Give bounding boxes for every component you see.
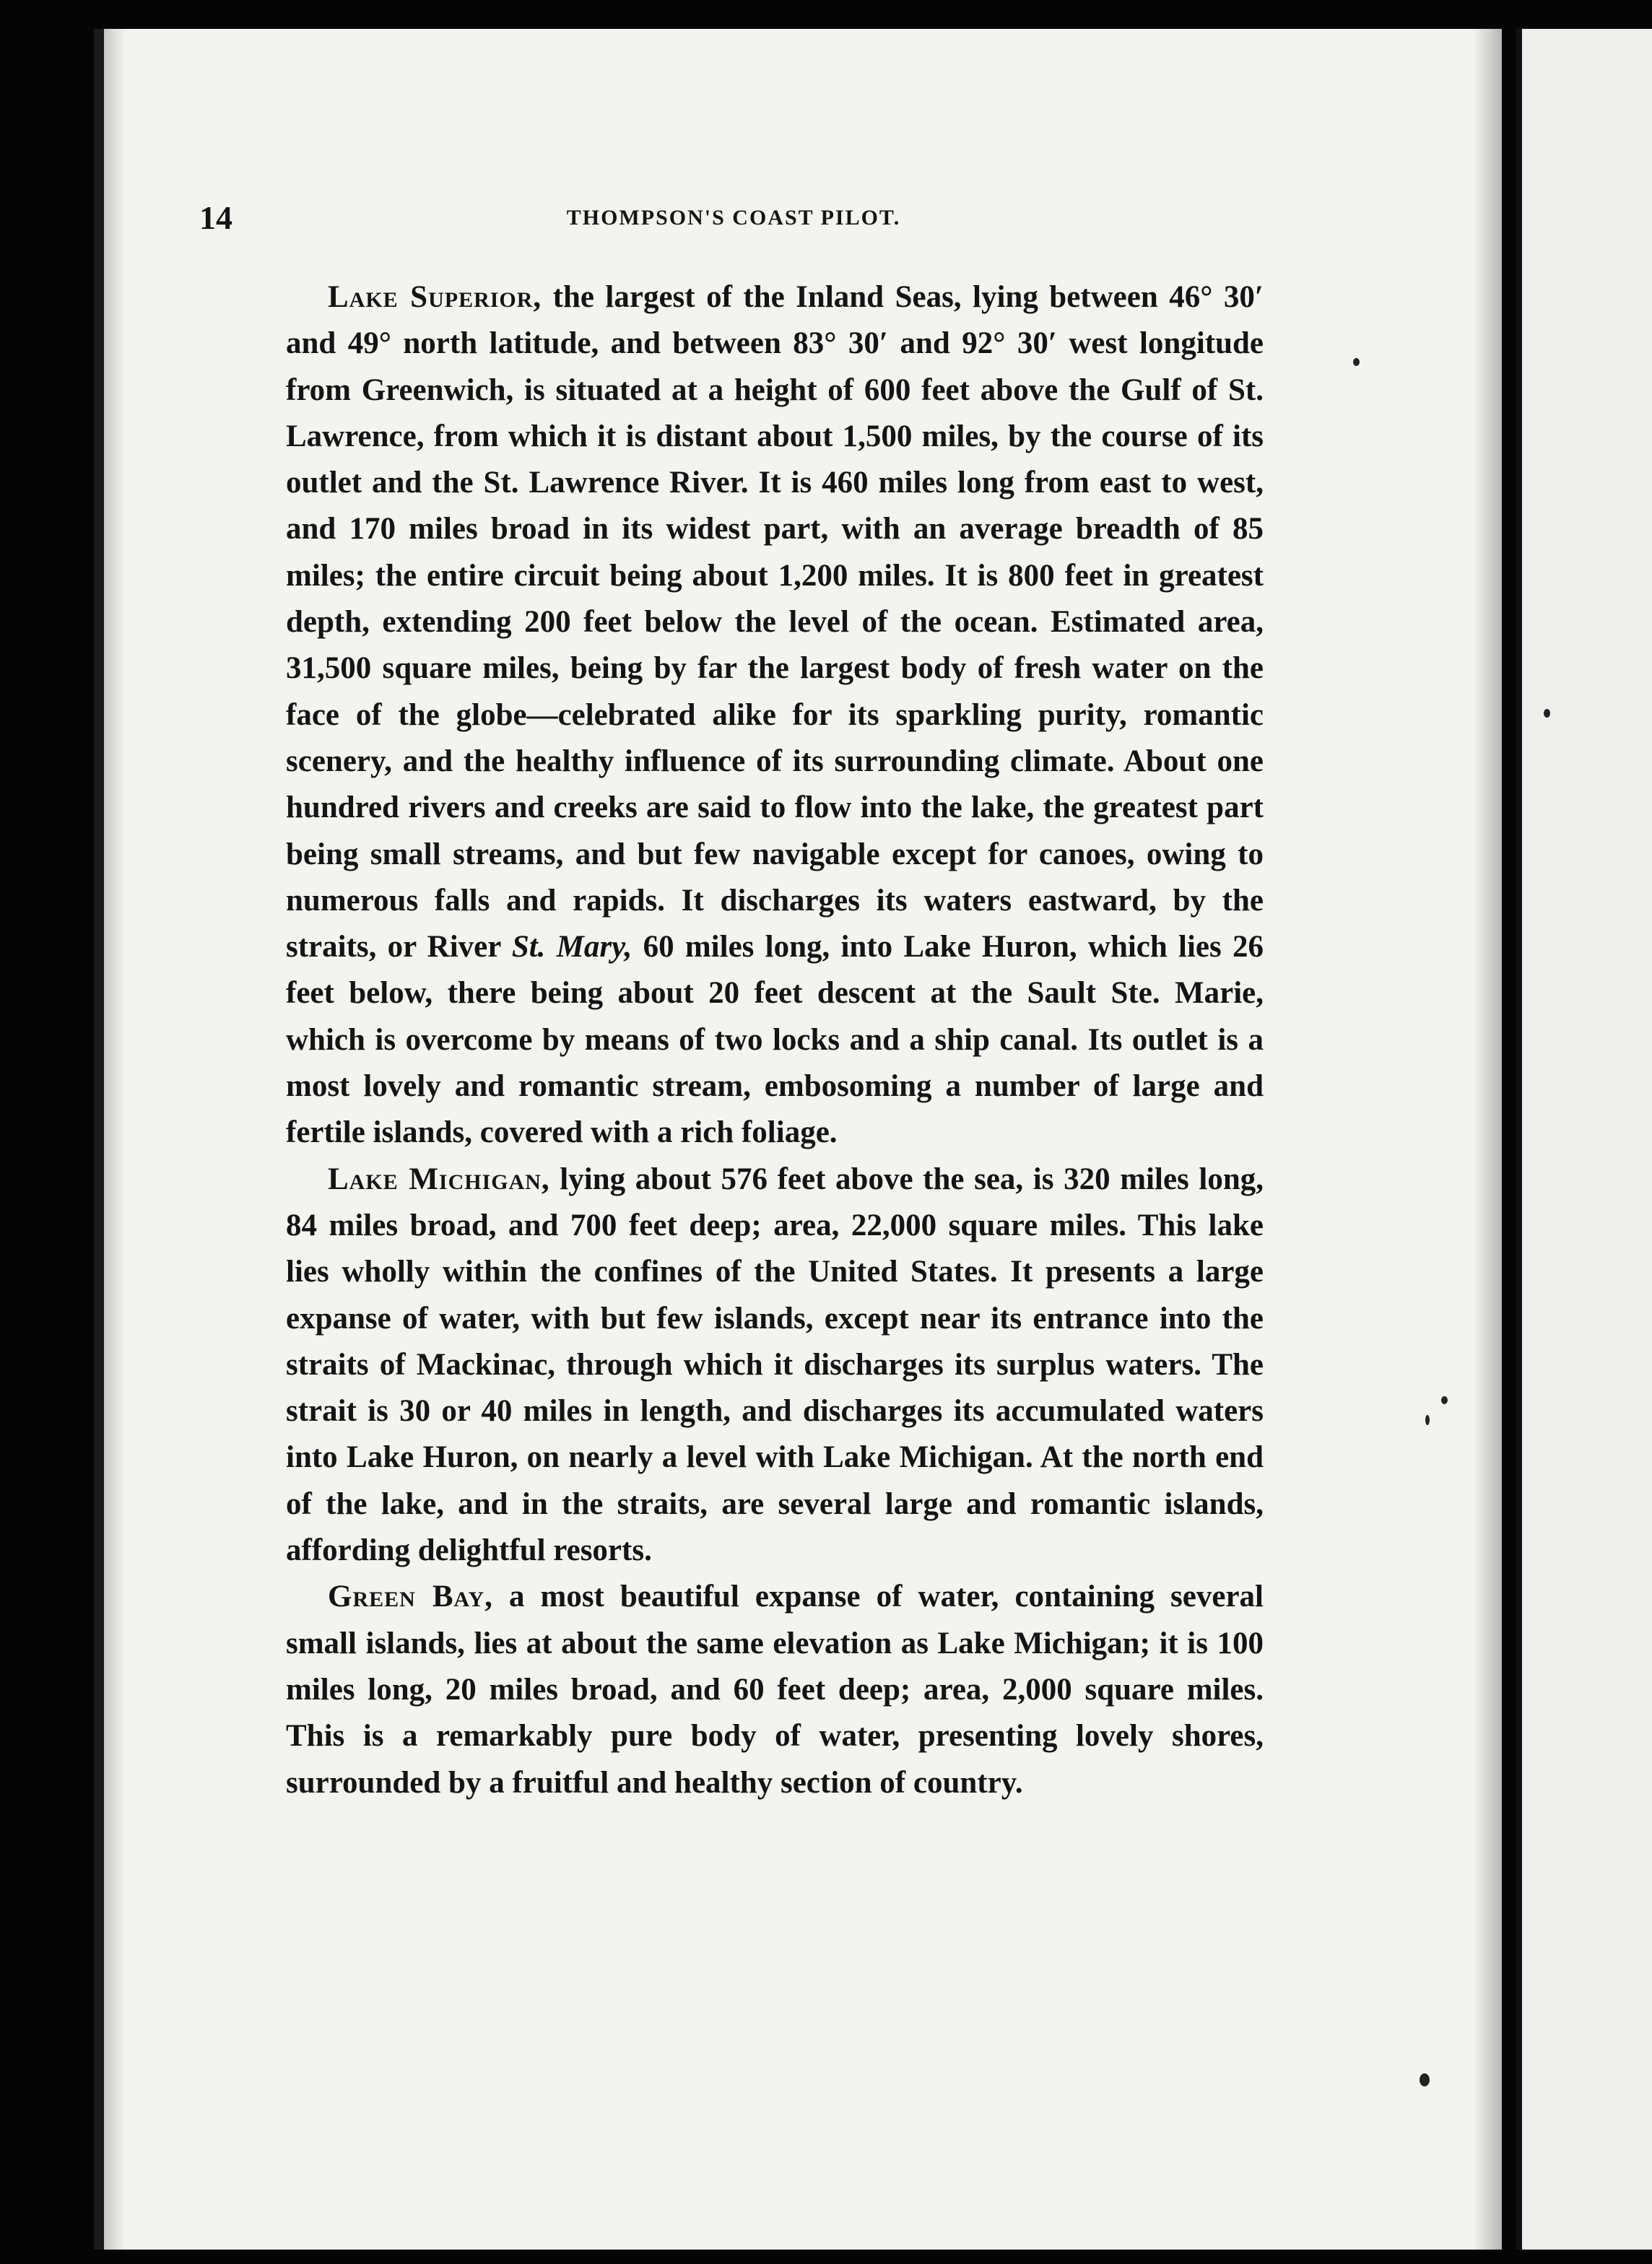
ink-speck [1353, 358, 1360, 366]
ink-speck [1420, 2073, 1430, 2086]
paragraph-lake-michigan [286, 1157, 1264, 1575]
ink-speck [1441, 1396, 1448, 1404]
paragraph-lead: Green Bay, [328, 1580, 493, 1614]
page-number: 14 [199, 199, 232, 236]
page-header [199, 199, 1268, 242]
paragraph-text: the largest of the Inland Seas, lying between 46° 30′ and 49° north latitude, and between 83° 30′ and 92° 30′ west longitude from Greenwich, is situated at a height of 600 feet above the Gulf of St. Lawrence, from which it is distant about 1,500 miles, by the course of its outlet and the St. Lawrence River. It is 460 miles long from east to west, and 170 miles broad in its widest part, with an average breadth of 85 miles; the entire circuit being about 1,200 miles. It is 800 feet in greatest depth, extending 200 feet below the level of the ocean. Estimated area, 31,500 square miles, being by far the largest body of fresh water on the face of the globe—celebrated alike for its sparkling purity, romantic scenery, and the healthy influence of its surrounding climate. About one hundred rivers and creeks are said to flow into the lake, the greatest part being small streams, and but few navigable except for canoes, owing to numerous falls and rapids. It discharges its waters eastward, by the straits, or River [286, 280, 1264, 965]
facing-page-edge [1516, 29, 1652, 2250]
paragraph-lake-superior [286, 274, 1264, 1157]
ink-speck [1425, 1415, 1430, 1425]
paragraph-lead: Lake Superior, [328, 280, 542, 314]
ink-speck [1544, 709, 1550, 718]
running-head: THOMPSON'S COAST PILOT. [566, 206, 901, 230]
paragraph-lead: Lake Michigan, [328, 1162, 550, 1196]
paragraph-text: a most beautiful expanse of water, containing several small islands, lies at about the same elevation as Lake Michigan; it is 100 miles long, 20 miles broad, and 60 feet deep; area, 2,000 square miles. This is a remarkably pure body of water, presenting lovely shores, surrounded by a fruitful and healthy section of country. [286, 1580, 1264, 1800]
paragraph-text-continued: 60 miles long, into Lake Huron, which lies 26 feet below, there being about 20 feet descent at the Sault Ste. Marie, which is overcome by means of two locks and a ship canal. Its outlet is a most lovely and romantic stream, embosoming a number of large and fertile islands, covered with a rich foliage. [286, 930, 1264, 1150]
paragraph-green-bay [286, 1574, 1264, 1806]
paragraph-text: lying about 576 feet above the sea, is 320 miles long, 84 miles broad, and 700 feet deep; area, 22,000 square miles. This lake lies wholly within the confines of the United States. It presents a large expanse of water, with but few islands, except near its entrance into the straits of Mackinac, through which it discharges its surplus waters. The strait is 30 or 40 miles in length, and discharges its accumulated waters into Lake Huron, on nearly a level with Lake Michigan. At the north end of the lake, and in the straits, are several large and romantic islands, affording delightful resorts. [286, 1162, 1264, 1568]
paragraph-italic: St. Mary, [511, 930, 632, 965]
body-text [286, 274, 1264, 1806]
